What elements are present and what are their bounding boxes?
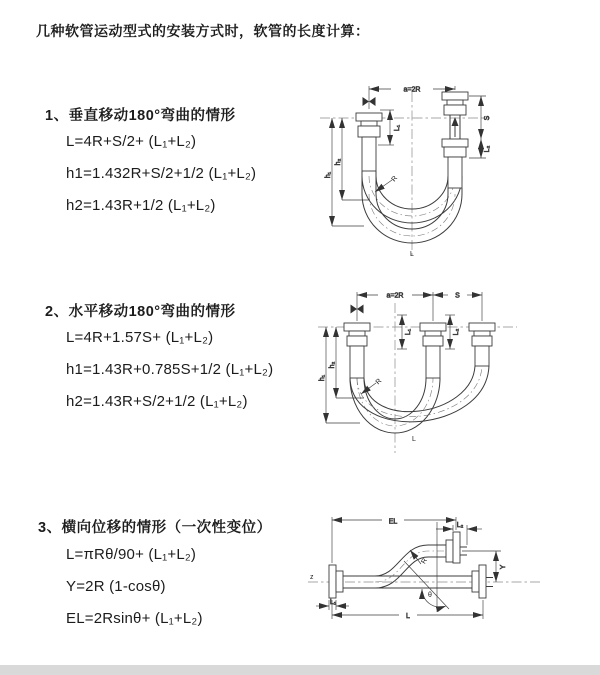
dim-label-l: L xyxy=(412,436,416,443)
left-flange-fitting xyxy=(329,565,343,598)
dim-label-l1: L₁ xyxy=(394,124,401,132)
dim-label-l2: L₂ xyxy=(456,522,464,529)
hose-u-bend-positions xyxy=(350,366,489,433)
dim-label-a2r: a=2R xyxy=(386,292,404,300)
dim-s xyxy=(433,293,482,300)
diagram-lateral-displacement xyxy=(300,505,595,645)
dim-label-h1: h₁ xyxy=(319,374,326,382)
middle-pipe-fitting xyxy=(420,323,446,378)
formula: h2=1.43R+S/2+1/2 (L₁+L₂) xyxy=(66,393,248,410)
dim-label-r: R xyxy=(374,377,384,387)
formula: h2=1.43R+1/2 (L₁+L₂) xyxy=(66,197,216,214)
dim-el xyxy=(332,517,456,566)
formula: L=πRθ/90+ (L₁+L₂) xyxy=(66,546,197,563)
dim-label-r: R xyxy=(420,557,429,566)
dim-label-s: S xyxy=(484,115,491,121)
formula: EL=2Rsinθ+ (L₁+L₂) xyxy=(66,610,203,627)
dim-label-l: L xyxy=(406,613,410,620)
upper-flange-fitting xyxy=(446,532,467,563)
formula: h1=1.432R+S/2+1/2 (L₁+L₂) xyxy=(66,165,257,182)
dim-label-s: S xyxy=(455,292,460,300)
dim-s xyxy=(469,96,491,139)
dim-a2r xyxy=(357,292,482,321)
formula: L=4R+S/2+ (L₁+L₂) xyxy=(66,133,197,150)
section-3-heading: 3、横向位移的情形（一次性变位） xyxy=(38,520,272,536)
page-bottom-edge xyxy=(0,665,600,675)
dim-label-l1: L₁ xyxy=(405,328,412,336)
dim-label-y: Y xyxy=(500,564,507,570)
dim-l2 xyxy=(469,139,491,158)
section-2-heading: 2、水平移动180°弯曲的情形 xyxy=(45,304,236,320)
formula: h1=1.43R+0.785S+1/2 (L₁+L₂) xyxy=(66,361,274,378)
movement-arrow xyxy=(452,117,459,137)
dim-l1 xyxy=(316,599,349,610)
dim-l2 xyxy=(445,315,460,349)
formula: L=4R+1.57S+ (L₁+L₂) xyxy=(66,329,214,346)
dim-label-h2: h₂ xyxy=(335,158,342,166)
angle-label-theta: θ xyxy=(428,592,432,599)
left-pipe-fitting xyxy=(344,323,370,378)
dim-l1 xyxy=(397,315,412,349)
right-pipe-fitting xyxy=(469,323,495,366)
page-title: 几种软管运动型式的安装方式时，软管的长度计算： xyxy=(36,23,370,39)
dim-label-el: EL xyxy=(388,518,398,526)
dim-label-l1: L₁ xyxy=(329,599,337,606)
dim-label-h1: h₁ xyxy=(325,171,332,179)
right-pipe-fitting xyxy=(442,92,468,188)
formula: Y=2R (1-cosθ) xyxy=(66,578,166,595)
section-1-heading: 1、垂直移动180°弯曲的情形 xyxy=(45,108,236,124)
centerline-mark: z xyxy=(310,574,314,581)
dim-label-l2: L₂ xyxy=(453,328,460,336)
left-pipe-fitting xyxy=(356,113,382,171)
dim-label-a2r: a=2R xyxy=(403,86,421,94)
diagram-vertical-180 xyxy=(312,76,592,261)
dim-l xyxy=(329,599,483,620)
hose-s-curve-displaced xyxy=(375,545,446,588)
radius-callout xyxy=(375,175,399,192)
dim-label-l: L xyxy=(410,251,414,258)
angle-construction xyxy=(404,522,449,612)
diagram-horizontal-180 xyxy=(312,283,592,463)
dim-label-h2: h₂ xyxy=(329,361,336,369)
centerlines xyxy=(320,92,490,258)
dim-label-l2: L₂ xyxy=(484,145,491,153)
dim-label-r: R xyxy=(390,174,400,184)
right-flange-fitting xyxy=(472,565,493,598)
